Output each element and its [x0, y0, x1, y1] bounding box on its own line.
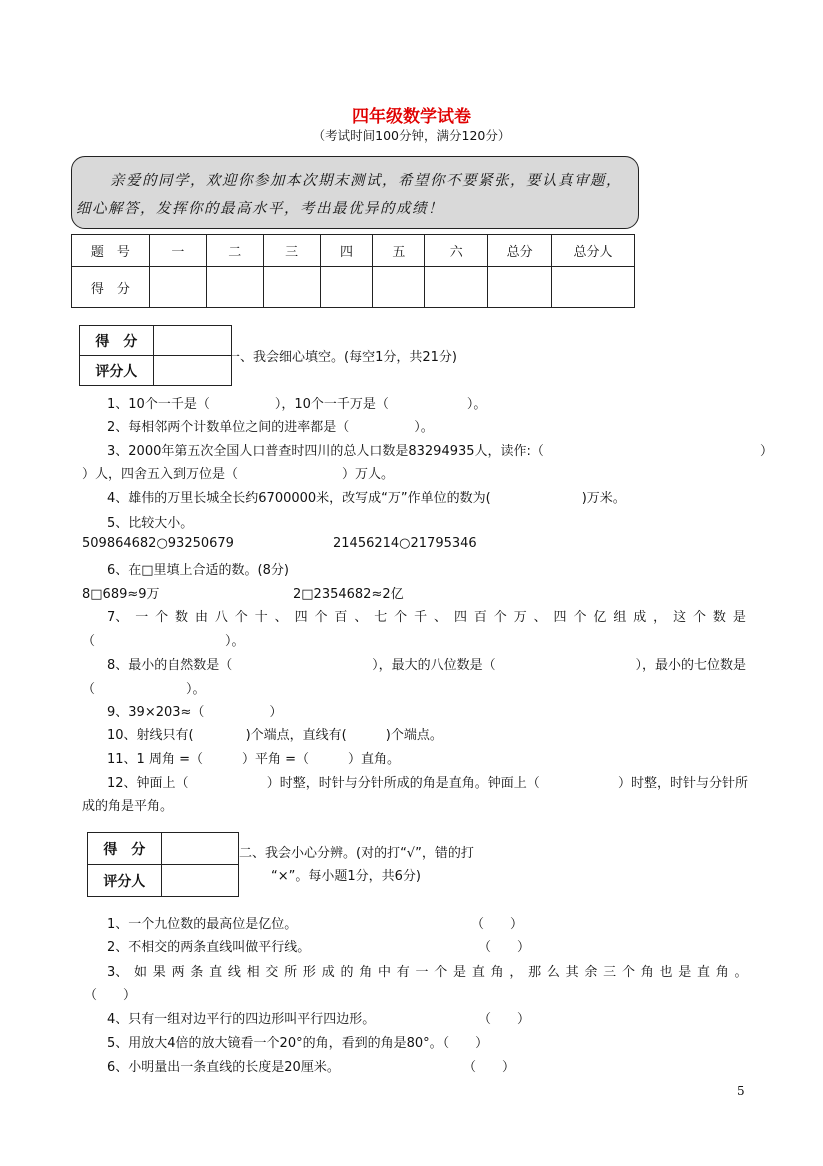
text-char: 。	[734, 965, 748, 980]
question-1-5: 5、比较大小。	[107, 516, 194, 531]
text-char: 直	[471, 965, 485, 980]
question-1-5a: 509864682○93250679	[82, 536, 234, 551]
judge-answer-2[interactable]: （ ）	[478, 940, 531, 955]
notice-line-1: 亲爱的同学，欢迎你参加本次期末测试，希望你不要紧张，要认真审题，	[110, 173, 622, 189]
question-1-6b: 2□2354682≈2亿	[293, 587, 404, 602]
question-1-12	[107, 772, 748, 791]
text-char: 所	[284, 965, 298, 980]
text-char: 7、	[107, 610, 129, 625]
text-char: 万	[513, 610, 527, 625]
header-cell: 四	[320, 235, 373, 267]
text-char: ，	[653, 610, 667, 625]
score-cell[interactable]	[425, 267, 488, 308]
text-char: 数	[175, 610, 189, 625]
score-table-score-row	[72, 267, 635, 308]
text-char: 个	[621, 965, 635, 980]
question-1-7-continued: （ ）。	[82, 634, 245, 649]
question-1-7	[107, 606, 746, 625]
text-char: 由	[194, 610, 208, 625]
text-char: 三	[603, 965, 617, 980]
section1-heading: 一、我会细心填空。(每空1分，共21分)	[227, 350, 457, 365]
text-segment: 12、钟面上（	[107, 776, 189, 791]
text-char: 角	[715, 965, 729, 980]
judge-question-2: 2、不相交的两条直线叫做平行线。	[107, 940, 311, 955]
judge-answer-3[interactable]: （ ）	[84, 988, 137, 1003]
grade-score-cell[interactable]	[153, 326, 231, 356]
header-cell: 总分	[488, 235, 552, 267]
text-char: 相	[246, 965, 260, 980]
text-char: 角	[490, 965, 504, 980]
question-1-5b: 21456214○21795346	[333, 536, 477, 551]
section1-grade-box	[79, 325, 232, 386]
section2-heading-line2: “×”。每小题1分，共6分)	[271, 869, 421, 884]
text-char: 百	[334, 610, 348, 625]
grade-score-label: 得 分	[80, 326, 154, 356]
text-char: 个	[693, 610, 707, 625]
page-number: 5	[737, 1084, 745, 1098]
notice-line-2: 细心解答，发挥你的最高水平，考出最优异的成绩！	[76, 201, 444, 217]
score-cell[interactable]	[263, 267, 320, 308]
text-char: 成	[633, 610, 647, 625]
text-segment: 8、最小的自然数是（	[107, 658, 233, 673]
score-cell[interactable]	[206, 267, 263, 308]
question-1-2: 2、每相邻两个计数单位之间的进率都是（ ）。	[107, 420, 434, 435]
text-char: 条	[190, 965, 204, 980]
exam-subtitle: （考试时间100分钟，满分120分）	[312, 128, 511, 143]
header-cell: 三	[263, 235, 320, 267]
text-char: 七	[374, 610, 388, 625]
text-char: 的	[340, 965, 354, 980]
text-char: 十	[254, 610, 268, 625]
text-char: 个	[314, 610, 328, 625]
text-char: 这	[673, 610, 687, 625]
text-char: 、	[354, 610, 368, 625]
text-char: 角	[359, 965, 373, 980]
text-char: 个	[573, 610, 587, 625]
section2-grade-box	[87, 832, 239, 897]
text-char: 个	[155, 610, 169, 625]
text-segment: ），最大的八位数是（	[372, 658, 496, 673]
text-char: 个	[234, 610, 248, 625]
question-1-9: 9、39×203≈（ ）	[107, 705, 283, 720]
text-char: 八	[214, 610, 228, 625]
text-char: 一	[135, 610, 149, 625]
header-cell: 五	[373, 235, 425, 267]
question-1-3: 3、2000年第五次全国人口普查时四川的总人口数是83294935人，读作:（	[107, 444, 544, 459]
grade-score-label: 得 分	[88, 833, 162, 865]
text-char: 是	[678, 965, 692, 980]
text-char: 百	[473, 610, 487, 625]
score-cell[interactable]	[552, 267, 635, 308]
header-cell: 总分人	[552, 235, 635, 267]
question-1-3-close: ）	[760, 444, 774, 459]
score-table-header-row	[72, 235, 635, 267]
text-char: 果	[152, 965, 166, 980]
text-char: 交	[265, 965, 279, 980]
question-1-8-continued: （ ）。	[82, 682, 206, 697]
question-1-1: 1、10个一千是（ ），10个一千万是（ ）。	[107, 397, 487, 412]
text-char: 那	[528, 965, 542, 980]
text-char: 个	[394, 610, 408, 625]
judge-answer-1[interactable]: （ ）	[471, 917, 524, 932]
text-char: 组	[613, 610, 627, 625]
text-char: 一	[415, 965, 429, 980]
text-char: 直	[209, 965, 223, 980]
grade-grader-cell[interactable]	[153, 356, 231, 386]
score-cell[interactable]	[373, 267, 425, 308]
score-cell[interactable]	[149, 267, 206, 308]
score-table	[71, 234, 635, 308]
notice-box	[71, 156, 639, 229]
text-char: 是	[453, 965, 467, 980]
text-segment: ），最小的七位数是	[635, 658, 746, 673]
text-char: 个	[493, 610, 507, 625]
judge-question-4: 4、只有一组对边平行的四边形叫平行四边形。	[107, 1012, 376, 1027]
header-cell: 二	[206, 235, 263, 267]
text-char: 四	[294, 610, 308, 625]
header-cell: 六	[425, 235, 488, 267]
question-1-10: 10、射线只有( )个端点，直线有( )个端点。	[107, 728, 443, 743]
text-char: 、	[533, 610, 547, 625]
question-1-3-continued: ）人，四舍五入到万位是（ ）万人。	[82, 467, 395, 482]
score-row-label: 得 分	[72, 267, 150, 308]
text-char: 、	[274, 610, 288, 625]
text-char: 四	[553, 610, 567, 625]
judge-question-6: 6、小明量出一条直线的长度是20厘米。	[107, 1060, 340, 1075]
text-segment: ）时整，时针与分针所	[617, 776, 748, 791]
question-1-11: 11、1 周角 =（ ）平角 =（ ）直角。	[107, 752, 400, 767]
score-cell[interactable]	[320, 267, 373, 308]
text-char: ，	[509, 965, 523, 980]
text-char: 是	[732, 610, 746, 625]
text-char: 角	[640, 965, 654, 980]
text-char: 个	[434, 965, 448, 980]
grade-grader-label: 评分人	[80, 356, 154, 386]
text-char: 千	[414, 610, 428, 625]
question-1-6: 6、在□里填上合适的数。(8分)	[107, 563, 289, 578]
text-char: 数	[712, 610, 726, 625]
text-char: 其	[565, 965, 579, 980]
judge-answer-4[interactable]: （ ）	[478, 1012, 531, 1027]
text-char: 也	[659, 965, 673, 980]
section2-heading-line1: 二、我会小心分辨。(对的打“√”，错的打	[239, 846, 474, 861]
text-char: 形	[302, 965, 316, 980]
question-1-6a: 8□689≈9万	[82, 587, 160, 602]
judge-question-3	[107, 961, 748, 980]
text-char: 线	[227, 965, 241, 980]
judge-question-1: 1、一个九位数的最高位是亿位。	[107, 917, 298, 932]
header-cell: 题 号	[72, 235, 150, 267]
grade-grader-label: 评分人	[88, 865, 162, 897]
question-1-12-continued: 成的角是平角。	[82, 799, 174, 814]
grade-score-cell[interactable]	[161, 833, 238, 865]
text-char: 四	[453, 610, 467, 625]
text-char: 亿	[593, 610, 607, 625]
text-char: 如	[134, 965, 148, 980]
grade-grader-cell[interactable]	[161, 865, 238, 897]
text-char: 直	[697, 965, 711, 980]
text-char: 有	[396, 965, 410, 980]
question-1-4: 4、雄伟的万里长城全长约6700000米，改写成“万”作单位的数为( )万米。	[107, 491, 626, 506]
text-char: 、	[434, 610, 448, 625]
score-cell[interactable]	[488, 267, 552, 308]
text-char: 3、	[107, 965, 129, 980]
text-segment: ）时整，时针与分针所成的角是直角。钟面上（	[266, 776, 540, 791]
judge-question-5: 5、用放大4倍的放大镜看一个20°的角，看到的角是80°。（ ）	[107, 1036, 489, 1051]
header-cell: 一	[149, 235, 206, 267]
text-char: 成	[321, 965, 335, 980]
exam-title: 四年级数学试卷	[352, 107, 471, 127]
text-char: 中	[377, 965, 391, 980]
text-char: 两	[171, 965, 185, 980]
text-char: 余	[584, 965, 598, 980]
question-1-8	[107, 654, 746, 673]
text-char: 么	[546, 965, 560, 980]
judge-answer-6[interactable]: （ ）	[463, 1060, 516, 1075]
